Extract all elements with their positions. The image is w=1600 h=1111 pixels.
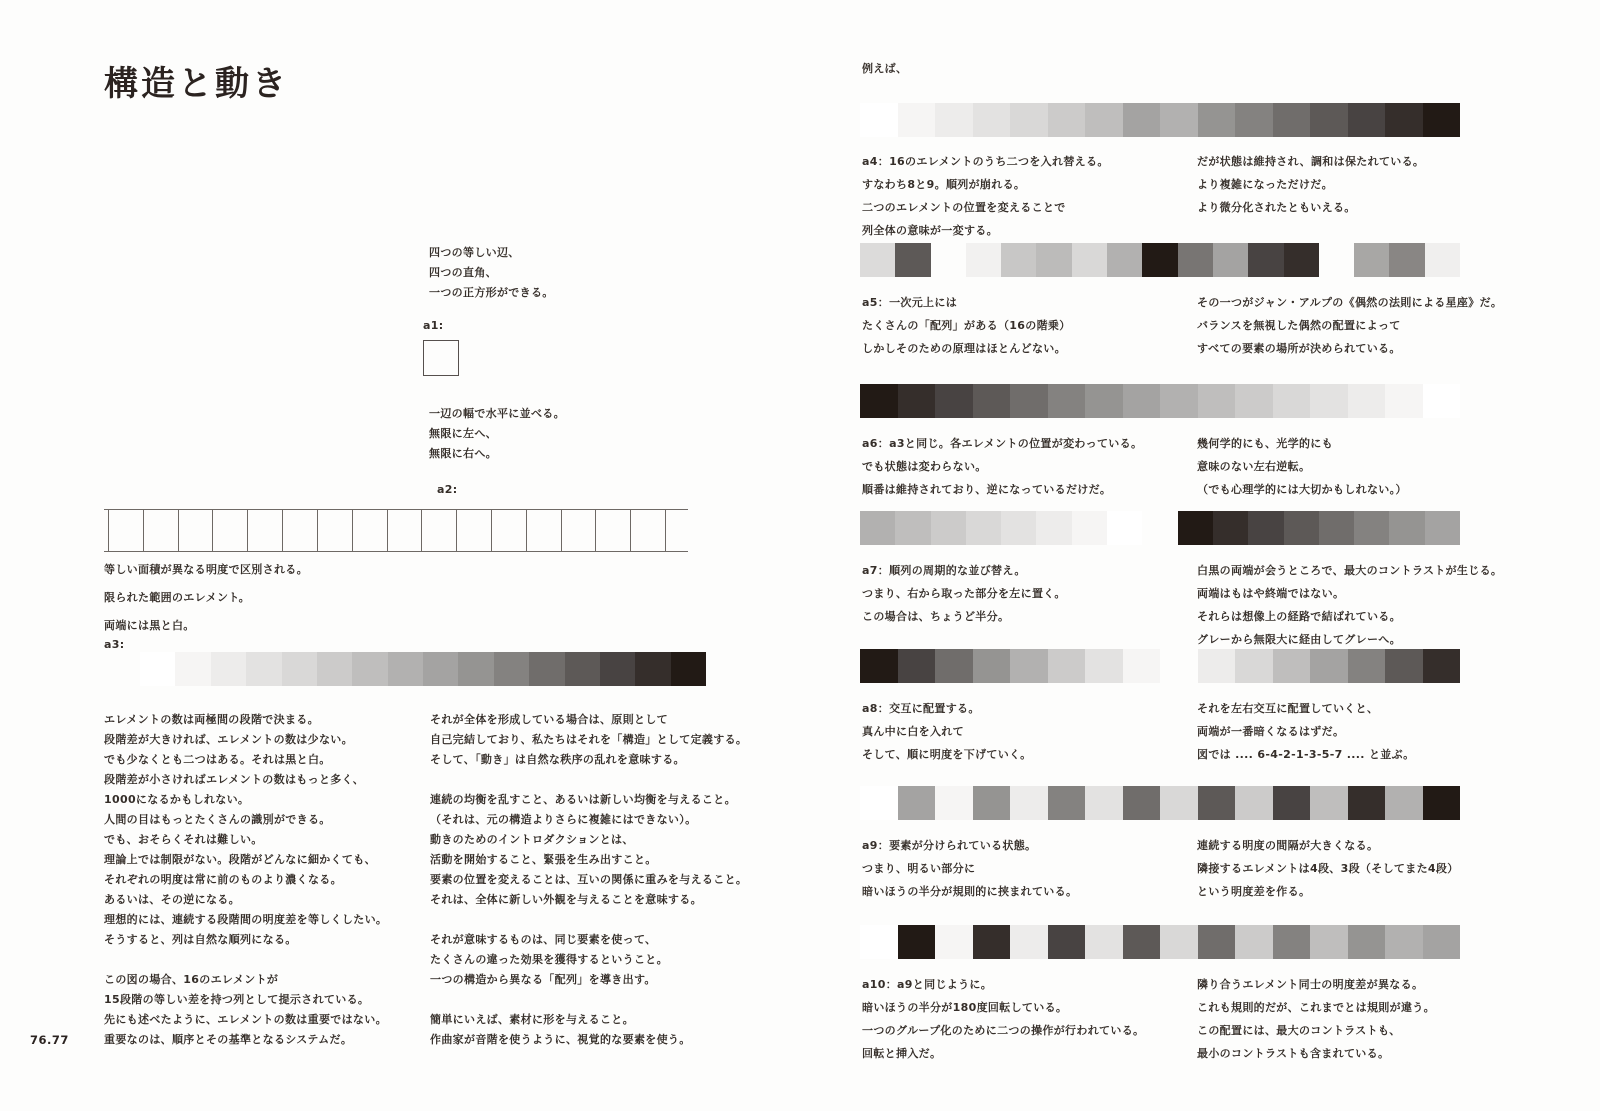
- a2-cell: [561, 510, 596, 551]
- scale-cell: [140, 652, 175, 686]
- scale-cell: [1123, 786, 1161, 820]
- scale-cell: [966, 243, 1001, 277]
- text-line: すなわち8と9。順列が崩れる。: [862, 178, 1026, 191]
- text-line: 両端はもはや終端ではない。: [1197, 587, 1345, 600]
- square-definition-text: [429, 243, 554, 303]
- a2-cell: [421, 510, 456, 551]
- text-line: 最小のコントラストも含まれている。: [1197, 1047, 1390, 1060]
- caption-right-a5: [1197, 291, 1502, 360]
- text-line: より複雑になっただけだ。: [1197, 178, 1333, 191]
- scale-cell: [246, 652, 281, 686]
- text-line: それは、全体に新しい外観を与えることを意味する。: [430, 893, 702, 906]
- text-line: a7：順列の周期的な並び替え。: [862, 564, 1026, 577]
- caption-left-a5: [862, 291, 1071, 360]
- text-line: 二つのエレメントの位置を変えることで: [862, 201, 1066, 214]
- scale-cell: [1036, 511, 1071, 545]
- text-line: 理想的には、連続する段階間の明度差を等しくしたい。: [104, 913, 388, 926]
- text-line: でも状態は変わらない。: [862, 460, 987, 473]
- text-line: 回転と挿入だ。: [862, 1047, 942, 1060]
- text-line: 自己完結しており、私たちはそれを「構造」として定義する。: [430, 733, 748, 746]
- scale-cell: [860, 103, 898, 137]
- text-line: それぞれの明度は常に前のものより濃くなる。: [104, 873, 342, 886]
- text-line: 先にも述べたように、エレメントの数は重要ではない。: [104, 1013, 387, 1026]
- scale-cell: [895, 511, 930, 545]
- text-line: そして、「動き」は自然な秩序の乱れを意味する。: [430, 753, 685, 766]
- scale-cell: [1273, 786, 1311, 820]
- scale-cell: [1310, 103, 1348, 137]
- scale-cell: [529, 652, 564, 686]
- figure-label-a3: a3:: [104, 638, 125, 651]
- scale-cell: [935, 103, 973, 137]
- text-line: a10：a9と同じように。: [862, 978, 993, 991]
- scale-cell: [973, 786, 1011, 820]
- text-line: 段階差が大きければ、エレメントの数は少ない。: [104, 733, 353, 746]
- text-line: a4：16のエレメントのうち二つを入れ替える。: [862, 155, 1109, 168]
- caption-left-a8: [862, 697, 1032, 766]
- text-line: 簡単にいえば、素材に形を与えること。: [430, 1013, 634, 1026]
- text-line: 図では .... 6-4-2-1-3-5-7 .... と並ぶ。: [1197, 748, 1415, 761]
- scale-cell: [635, 652, 670, 686]
- scale-cell: [1085, 384, 1123, 418]
- scale-cell: [931, 511, 966, 545]
- scale-cell: [388, 652, 423, 686]
- text-line: たくさんの「配列」がある（16の階乗）: [862, 319, 1071, 332]
- grayscale-bar-a8: [860, 649, 1460, 683]
- scale-cell: [1348, 384, 1386, 418]
- scale-cell: [1348, 649, 1386, 683]
- scale-cell: [1235, 786, 1273, 820]
- a2-cell: [212, 510, 247, 551]
- text-line: [430, 770, 747, 790]
- scale-cell: [1048, 786, 1086, 820]
- scale-cell: [1123, 384, 1161, 418]
- text-line: 隣り合うエレメント同士の明度差が異なる。: [1197, 978, 1424, 991]
- scale-cell: [1198, 925, 1236, 959]
- figure-a2-cell-row: [104, 509, 688, 552]
- text-line: 意味のない左右逆転。: [1197, 460, 1311, 473]
- a2-cell: [282, 510, 317, 551]
- text-line: これも規則的だが、これまでとは規則が違う。: [1197, 1001, 1435, 1014]
- scale-cell: [1048, 384, 1086, 418]
- scale-cell: [211, 652, 246, 686]
- scale-cell: [1423, 384, 1461, 418]
- scale-cell: [1142, 243, 1177, 277]
- scale-cell: [1348, 925, 1386, 959]
- scale-cell: [935, 925, 973, 959]
- scale-cell: [565, 652, 600, 686]
- scale-cell: [1235, 649, 1273, 683]
- scale-cell: [1198, 384, 1236, 418]
- text-line: （それは、元の構造よりさらに複雑にはできない）。: [430, 813, 697, 826]
- caption-right-a4: [1197, 150, 1424, 219]
- scale-cell: [973, 103, 1011, 137]
- text-line: すべての要素の場所が決められている。: [1197, 342, 1401, 355]
- scale-cell: [860, 511, 895, 545]
- scale-cell: [1001, 511, 1036, 545]
- scale-cell: [1160, 103, 1198, 137]
- scale-cell: [1348, 103, 1386, 137]
- text-line: 両端には黒と白。: [104, 619, 195, 632]
- scale-cell: [860, 786, 898, 820]
- intro-text: 例えば、: [862, 62, 908, 75]
- scale-cell: [860, 649, 898, 683]
- text-line: この図の場合、16のエレメントが: [104, 973, 279, 986]
- text-line: 活動を開始すること、緊張を生み出すこと。: [430, 853, 657, 866]
- scale-cell: [1123, 649, 1161, 683]
- scale-cell: [1235, 103, 1273, 137]
- text-line: たくさんの違った効果を獲得するということ。: [430, 953, 668, 966]
- scale-cell: [1213, 511, 1248, 545]
- text-line: つまり、明るい部分に: [862, 862, 976, 875]
- scale-cell: [600, 652, 635, 686]
- caption-left-a4: [862, 150, 1109, 242]
- scale-cell: [898, 384, 936, 418]
- scale-cell: [1235, 925, 1273, 959]
- scale-cell: [1389, 243, 1424, 277]
- text-line: という明度差を作る。: [1197, 885, 1311, 898]
- scale-cell: [1423, 649, 1461, 683]
- scale-cell: [898, 925, 936, 959]
- body-column-2: [430, 710, 747, 1050]
- scale-cell: [1160, 786, 1198, 820]
- caption-left-a10: [862, 973, 1144, 1065]
- text-line: 段階差が小さければエレメントの数はもっと多く、: [104, 773, 365, 786]
- text-line: 四つの等しい辺、: [429, 246, 520, 259]
- caption-right-a9: [1197, 834, 1459, 903]
- text-line: 作曲家が音階を使うように、視覚的な要素を使う。: [430, 1033, 691, 1046]
- caption-left-a7: [862, 559, 1066, 628]
- scale-cell: [860, 243, 895, 277]
- caption-right-a7: [1197, 559, 1502, 651]
- text-line: 等しい面積が異なる明度で区別される。: [104, 563, 308, 576]
- text-line: エレメントの数は両極間の段階で決まる。: [104, 713, 319, 726]
- text-line: それが全体を形成している場合は、原則として: [430, 713, 668, 726]
- scale-cell: [1010, 649, 1048, 683]
- text-line: しかしそのための原理はほとんどない。: [862, 342, 1066, 355]
- grayscale-bar-a5: [860, 243, 1460, 277]
- scale-cell: [1310, 786, 1348, 820]
- grayscale-bar-a3: [140, 652, 706, 686]
- scale-cell: [1310, 649, 1348, 683]
- a2-cell: [491, 510, 526, 551]
- text-line: 理論上では制限がない。段階がどんなに細かくても、: [104, 853, 376, 866]
- text-line: 限られた範囲のエレメント。: [104, 591, 250, 604]
- scale-cell: [352, 652, 387, 686]
- text-line: それを左右交互に配置していくと、: [1197, 702, 1379, 715]
- caption-left-a9: [862, 834, 1077, 903]
- scale-cell: [1273, 925, 1311, 959]
- scale-cell: [1010, 786, 1048, 820]
- text-line: a9：要素が分けられている状態。: [862, 839, 1037, 852]
- scale-cell: [1107, 243, 1142, 277]
- scale-cell: [458, 652, 493, 686]
- scale-cell: [1273, 384, 1311, 418]
- scale-cell: [423, 652, 458, 686]
- text-line: 順番は維持されており、逆になっているだけだ。: [862, 483, 1112, 496]
- text-line: 人間の目はもっとたくさんの識別ができる。: [104, 813, 331, 826]
- text-line: それが意味するものは、同じ要素を使って、: [430, 933, 657, 946]
- scale-gap: [1319, 243, 1354, 277]
- scale-cell: [671, 652, 706, 686]
- text-line: 一つの構造から異なる「配列」を導き出す。: [430, 973, 656, 986]
- figure-label-a2: a2:: [437, 483, 458, 496]
- text-line: だが状態は維持され、調和は保たれている。: [1197, 155, 1425, 168]
- grayscale-bar-a9: [860, 786, 1460, 820]
- text-line: [430, 910, 747, 930]
- scale-cell: [1160, 384, 1198, 418]
- scale-cell: [175, 652, 210, 686]
- text-line: 一辺の幅で水平に並べる。: [429, 407, 565, 420]
- text-line: 両端が一番暗くなるはずだ。: [1197, 725, 1345, 738]
- scale-cell: [1036, 243, 1071, 277]
- text-line: 真ん中に白を入れて: [862, 725, 964, 738]
- scale-cell: [860, 925, 898, 959]
- text-line: 暗いほうの半分が規則的に挟まれている。: [862, 885, 1078, 898]
- scale-cell: [1319, 511, 1354, 545]
- scale-cell: [1423, 925, 1461, 959]
- scale-cell: [1010, 925, 1048, 959]
- text-line: a8：交互に配置する。: [862, 702, 980, 715]
- text-line: あるいは、その逆になる。: [104, 893, 240, 906]
- scale-cell: [1385, 925, 1423, 959]
- a2-cell: [178, 510, 213, 551]
- scale-cell: [1010, 103, 1048, 137]
- text-line: 白黒の両端が会うところで、最大のコントラストが生じる。: [1197, 564, 1503, 577]
- a2-cell: [526, 510, 561, 551]
- text-line: 重要なのは、順序とその基準となるシステムだ。: [104, 1033, 353, 1046]
- text-line: つまり、右から取った部分を左に置く。: [862, 587, 1066, 600]
- scale-cell: [1160, 925, 1198, 959]
- page-number: 76.77: [30, 1033, 69, 1047]
- scale-cell: [935, 384, 973, 418]
- text-line: 1000になるかもしれない。: [104, 793, 250, 806]
- text-line: 一つのグループ化のために二つの操作が行われている。: [862, 1024, 1145, 1037]
- scale-cell: [1048, 925, 1086, 959]
- scale-cell: [1425, 511, 1460, 545]
- scale-cell: [1348, 786, 1386, 820]
- scale-cell: [1354, 511, 1389, 545]
- scale-cell: [1072, 243, 1107, 277]
- a2-cell: [317, 510, 352, 551]
- scale-cell: [1248, 511, 1283, 545]
- scale-cell: [1198, 786, 1236, 820]
- scale-cell: [1310, 925, 1348, 959]
- scale-cell: [1178, 511, 1213, 545]
- figure-a1-square: [423, 340, 459, 376]
- text-line: この配置には、最大のコントラストも、: [1197, 1024, 1401, 1037]
- scale-cell: [1085, 103, 1123, 137]
- text-line: a5：一次元上には: [862, 296, 958, 309]
- scale-cell: [1235, 384, 1273, 418]
- text-line: この場合は、ちょうど半分。: [862, 610, 1010, 623]
- a2-cell: [456, 510, 491, 551]
- scale-cell: [1048, 103, 1086, 137]
- scale-cell: [1072, 511, 1107, 545]
- a2-cell: [352, 510, 387, 551]
- scale-cell: [317, 652, 352, 686]
- scale-cell: [1123, 103, 1161, 137]
- scale-cell: [973, 649, 1011, 683]
- scale-cell: [1048, 649, 1086, 683]
- a2-cell: [387, 510, 422, 551]
- scale-cell: [1085, 786, 1123, 820]
- scale-cell: [1385, 786, 1423, 820]
- text-line: 連続する明度の間隔が大きくなる。: [1197, 839, 1379, 852]
- text-line: 四つの直角、: [429, 266, 497, 279]
- text-line: 列全体の意味が一変する。: [862, 224, 998, 237]
- scale-cell: [935, 786, 973, 820]
- text-line: そして、順に明度を下げていく。: [862, 748, 1032, 761]
- scale-cell: [895, 243, 930, 277]
- scale-cell: [1310, 384, 1348, 418]
- scale-cell: [898, 103, 936, 137]
- scale-definition-text: [104, 556, 308, 640]
- text-line: （でも心理学的には大切かもしれない。）: [1197, 483, 1407, 496]
- text-line: 動きのためのイントロダクションとは、: [430, 833, 634, 846]
- a2-cell: [595, 510, 630, 551]
- scale-cell: [1248, 243, 1283, 277]
- text-line: 15段階の等しい差を持つ列として提示されている。: [104, 993, 370, 1006]
- scale-cell: [1273, 649, 1311, 683]
- scale-cell: [1001, 243, 1036, 277]
- text-line: 無限に右へ。: [429, 447, 497, 460]
- text-line: グレーから無限大に経由してグレーへ。: [1197, 633, 1401, 646]
- figure-label-a1: a1:: [423, 319, 444, 332]
- text-line: より微分化されたともいえる。: [1197, 201, 1356, 214]
- scale-gap: [1142, 511, 1177, 545]
- grayscale-bar-a10: [860, 925, 1460, 959]
- text-line: 無限に左へ、: [429, 427, 497, 440]
- caption-right-a8: [1197, 697, 1415, 766]
- a2-cell: [247, 510, 282, 551]
- row-definition-text: [429, 404, 565, 464]
- text-line: その一つがジャン・アルプの《偶然の法則による星座》だ。: [1197, 296, 1503, 309]
- text-line: a6：a3と同じ。各エレメントの位置が変わっている。: [862, 437, 1143, 450]
- scale-cell: [1389, 511, 1424, 545]
- scale-cell: [1107, 511, 1142, 545]
- scale-cell: [973, 925, 1011, 959]
- text-line: [430, 990, 747, 1010]
- scale-cell: [1085, 925, 1123, 959]
- caption-right-a10: [1197, 973, 1435, 1065]
- scale-gap: [931, 243, 966, 277]
- scale-cell: [1423, 786, 1461, 820]
- scale-cell: [1198, 649, 1236, 683]
- body-column-1: [104, 710, 387, 1050]
- text-line: そうすると、列は自然な順列になる。: [104, 933, 297, 946]
- page-title: 構造と動き: [104, 64, 289, 104]
- text-line: でも、おそらくそれは難しい。: [104, 833, 263, 846]
- scale-cell: [1213, 243, 1248, 277]
- text-line: 隣接するエレメントは4段、3段（そしてまた4段）: [1197, 862, 1459, 875]
- scale-cell: [1198, 103, 1236, 137]
- scale-cell: [1425, 243, 1460, 277]
- scale-cell: [1354, 243, 1389, 277]
- scale-cell: [898, 786, 936, 820]
- scale-cell: [1284, 511, 1319, 545]
- scale-cell: [973, 384, 1011, 418]
- text-line: 幾何学的にも、光学的にも: [1197, 437, 1333, 450]
- scale-cell: [966, 511, 1001, 545]
- scale-cell: [1123, 925, 1161, 959]
- grayscale-bar-a6: [860, 384, 1460, 418]
- scale-cell: [1385, 103, 1423, 137]
- text-line: [104, 950, 387, 970]
- caption-left-a6: [862, 432, 1142, 501]
- text-line: 一つの正方形ができる。: [429, 286, 554, 299]
- scale-cell: [898, 649, 936, 683]
- scale-gap: [1160, 649, 1198, 683]
- scale-cell: [935, 649, 973, 683]
- text-line: 要素の位置を変えることは、互いの関係に重みを与えること。: [430, 873, 748, 886]
- scale-cell: [1284, 243, 1319, 277]
- scale-cell: [1085, 649, 1123, 683]
- scale-cell: [1178, 243, 1213, 277]
- scale-cell: [1273, 103, 1311, 137]
- grayscale-bar-a4: [860, 103, 1460, 137]
- scale-cell: [1010, 384, 1048, 418]
- caption-right-a6: [1197, 432, 1407, 501]
- scale-cell: [494, 652, 529, 686]
- text-line: 連続の均衡を乱すこと、あるいは新しい均衡を与えること。: [430, 793, 736, 806]
- scale-cell: [1385, 384, 1423, 418]
- text-line: でも少なくとも二つはある。それは黒と白。: [104, 753, 331, 766]
- text-line: 暗いほうの半分が180度回転している。: [862, 1001, 1068, 1014]
- scale-cell: [1385, 649, 1423, 683]
- a2-cell: [143, 510, 178, 551]
- grayscale-bar-a7: [860, 511, 1460, 545]
- scale-cell: [860, 384, 898, 418]
- scale-cell: [282, 652, 317, 686]
- a2-cell: [630, 510, 666, 551]
- scale-cell: [1423, 103, 1461, 137]
- a2-cell: [108, 510, 143, 551]
- text-line: バランスを無視した偶然の配置によって: [1197, 319, 1401, 332]
- text-line: それらは想像上の経路で結ばれている。: [1197, 610, 1401, 623]
